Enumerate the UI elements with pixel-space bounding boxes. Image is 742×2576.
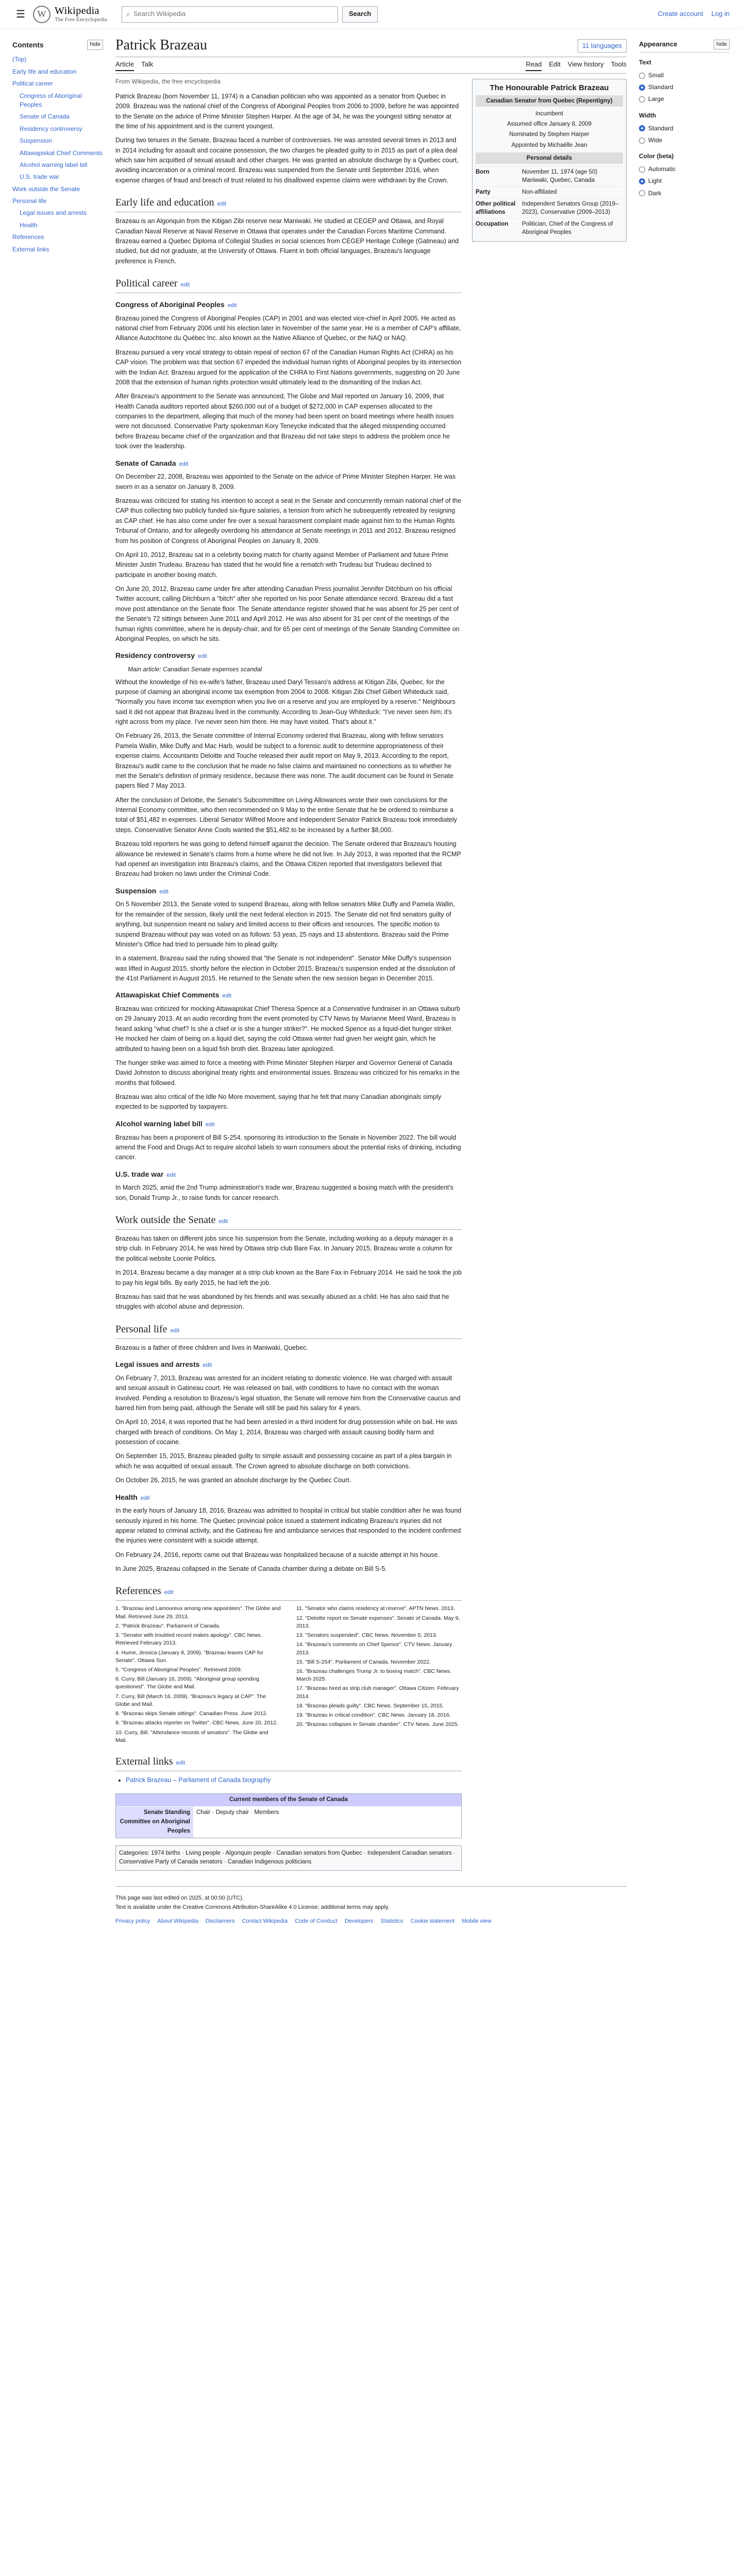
heading-senate: Senate of Canada edit [115, 459, 189, 467]
toc-link[interactable]: Attawapiskat Chief Comments [20, 149, 103, 157]
toc-item[interactable] [12, 66, 103, 78]
toc-link[interactable]: Legal issues and arrests [20, 209, 87, 217]
paragraph: After Brazeau's appointment to the Senate was announced, The Globe and Mail reported on January 16, 2009, that Health Canada auditors reported about $260,000 out of a budget of $272,000 in CAP expenses allocated to the companies to the department, alleging that much of the money had been spent on board meetings where health issues were not discussed. Conservative Party spokesman Kory Teneycke indicated that the alleged misspending occurred before Brazeau became chief of the organization and that Brazeau did not take steps to address the problem once he took over the leadership. [115, 393, 454, 450]
heading-personal-life: Personal life edit [115, 1321, 462, 1339]
paragraph: Without the knowledge of his ex-wife's father, Brazeau used Daryl Tessaro's address at Kitigan Zibi, Quebec, for the purpose of claiming an aboriginal income tax exemption from 2004 to 2008. Kitigan Zibi Chief Gilbert Whiteduck said, "Normally you have income tax exemption when you live on a reserve and you are employed by a reserve." Neighbours said it did not appear that Brazeau lived in the community. According to Jean-Guy Whiteduck: "I've never seen him; it's right across from my place. I've never seen him there. He may have visited. That's about it." [115, 678, 456, 726]
tab-tools[interactable]: Tools [611, 60, 627, 69]
toc-link[interactable]: Suspension [20, 137, 52, 145]
toc-link[interactable]: Congress of Aboriginal Peoples [20, 92, 82, 108]
infobox-assumed: Assumed office January 8, 2009 [507, 121, 592, 128]
paragraph: In the early hours of January 18, 2016, Brazeau was admitted to hospital in critical but stable condition after he was found seriously injured in his home. The Quebec provincial police issued a statement indicating Brazeau's injuries did not appear related to criminal activity, and the Gatineau fire and ambulance services that responded to the incident confirmed the injuries were consistent with a suicide attempt. [115, 1507, 462, 1545]
infobox-row [476, 186, 623, 198]
paragraph: On February 7, 2013, Brazeau was arrested for an incident relating to domestic violence. He was charged with assault and sexual assault in Gatineau court. He was released on bail, with conditions to have no contact with the woman involved. Pending a resolution to Brazeau's legal situation, the Senate will remove him from the Conservative caucus and barred him from being paid, although the Senate will still be paid his salary for 4 years. [115, 1374, 461, 1412]
footer-link[interactable]: Mobile view [462, 1918, 492, 1925]
paragraph: On April 10, 2014, it was reported that he had been arrested in a third incident for drug possession while on bail. He was charged with breach of conditions. On May 1, 2014, Brazeau was charged with assault causing bodily harm and possession of cocaine. [115, 1418, 458, 1446]
reference-item: 1. "Brazeau and Lamoureux among new appointees". The Globe and Mail. Retrieved June 29, 2013. [115, 1605, 281, 1620]
paragraph: On September 15, 2015, Brazeau pleaded guilty to simple assault and possessing cocaine as part of a plea bargain in which he was acquitted of sexual assault. The Crown agreed to absolute discharge on both convictions. [115, 1452, 452, 1470]
toc-link[interactable]: Health [20, 221, 38, 229]
paragraph: On April 10, 2012, Brazeau sat in a celebrity boxing match for charity against Member of Parliament and future Prime Minister Justin Trudeau. Brazeau has stated that he would fine a rematch with Trudeau but Trudeau declined to participate in another boxing match. [115, 551, 449, 579]
infobox-value: Non-affiliated [522, 189, 557, 195]
navbox-row [116, 1806, 461, 1837]
reference-item: 13. "Senators suspended". CBC News. November 5, 2013. [296, 1632, 437, 1639]
paragraph: After the conclusion of Deloitte, the Senate's Subcommittee on Living Allowances wrote their own conclusions for the Internal Economy committee, who then recommended on 9 May to the entire Senate that he be ordered to reimburse a total of $51,482 in expenses. Liberal Senator Wilfred Moore and Independent Senator Patrick Brazeau took immediately steps. Conservative Senator Anne Cools wanted the $51,482 to be increased by a further $8,000. [115, 796, 457, 834]
license-text: Text is available under the Creative Commons Attribution-ShareAlike 4.0 License; additional terms may apply. [115, 1904, 390, 1910]
page-title: Patrick Brazeau [115, 37, 208, 53]
tab-read[interactable]: Read [526, 59, 542, 71]
toc-item[interactable] [12, 111, 103, 123]
paragraph: In June 2025, Brazeau collapsed in the Senate of Canada chamber during a debate on Bill S-5. [115, 1565, 387, 1573]
toc-item[interactable] [12, 123, 103, 135]
wikipedia-logo[interactable] [33, 5, 107, 23]
toc-link[interactable]: Senate of Canada [20, 113, 70, 121]
radio-label: Dark [648, 189, 662, 197]
color-label: Color (beta) [639, 152, 674, 160]
infobox-office[interactable]: Canadian Senator from Quebec (Repentigny) [476, 95, 623, 107]
intro-paragraph: Patrick Brazeau (born November 11, 1974) is a Canadian politician who was appointed as a senator from Quebec in 2009. Brazeau was the national chief of the Congress of Aboriginal Peoples from 2006 to 2009, before he was appointed to the Senate on the advice of Prime Minister Stephen Harper. At the age of 34, he was the youngest sitting senator at the time of his appointment and is the current youngest. [115, 92, 459, 130]
text-size-option[interactable] [639, 70, 730, 81]
paragraph: On 5 November 2013, the Senate voted to suspend Brazeau, along with fellow senators Mike Duffy and Pamela Wallin, for the remainder of the session, likely until the next federal election in 2015. The Senate did not find senators guilty of anything, but suspension meant no salary and limited access to their offices and resources. The specific motion to suspend Brazeau without pay was voted on as follows: 53 yeas, 25 nays and 13 abstentions. Brazeau said the Prime Minister's Office had tried to persuade him to plead guilty. [115, 901, 455, 948]
toc-link[interactable]: U.S. trade war [20, 173, 59, 181]
reference-item: 20. "Brazeau collapses in Senate chamber". CTV News. June 2025. [296, 1721, 459, 1728]
paragraph: Brazeau joined the Congress of Aboriginal Peoples (CAP) in 2001 and was elected vice-chief in April 2005. He acted as national chief from February 2006 until his election later in November of the same year. He is a member of CAP's affiliate, Alliance Autochtone du Québec Inc. also known as the Native Alliance of Quebec, or the NAQ or NAQ. [115, 314, 461, 342]
toc-item[interactable] [12, 219, 103, 231]
navbox [115, 1793, 462, 1838]
infobox-key: Other political affiliations [476, 201, 516, 216]
infobox-key: Occupation [476, 221, 509, 228]
site-header [0, 0, 742, 29]
paragraph: Brazeau pursued a very vocal strategy to obtain repeal of section 67 of the Canadian Human Rights Act (CHRA) as his CAP vision. The problem was that section 67 impeded the individual human rights of Aboriginal peoples by its intersection with the Indian Act. Brazeau argued for the application of the CHRA to First Nations governments, suggesting on 20 June 2008 that the extension of human rights protection would ultimately lead to the dismantling of the Indian Act. [115, 348, 462, 386]
radio-label: Wide [648, 136, 663, 144]
infobox-row [476, 166, 623, 186]
text-size-option[interactable] [639, 93, 730, 105]
tab-talk[interactable]: Talk [141, 60, 154, 69]
footer-link[interactable]: Cookie statement [410, 1918, 455, 1925]
footer-link[interactable]: Statistics [380, 1918, 403, 1925]
toc-link[interactable]: (Top) [12, 56, 27, 63]
reference-item: 9. "Brazeau attacks reporter on Twitter". CBC News. June 20, 2012. [115, 1720, 278, 1726]
infobox [472, 79, 627, 242]
paragraph: On June 20, 2012, Brazeau came under fire after attending Canadian Press journalist Jennifer Ditchburn on his official Twitter account, calling Ditchburn a "bitch" after she reported on his poor Senate attendance record. Brazeau did a fast move post attendance on the Senate floor. The Senate attendance register showed that he was absent for 25 per cent of the Senate's 72 sittings between June 2011 and April 2012. He was also absent for 31 per cent of the meetings of the human rights committee, where he is deputy-chair, and for 65 per cent of meetings of the Senate Standing Committee on Aboriginal Peoples, on which he sits. [115, 585, 460, 642]
reference-item: 11. "Senator who claims residency at reserve". APTN News. 2013. [296, 1605, 455, 1612]
toc-link[interactable]: Personal life [12, 197, 47, 205]
infobox-name: The Honourable Patrick Brazeau [490, 83, 609, 93]
footer-link[interactable]: Disclaimers [205, 1918, 235, 1925]
paragraph: In 2014, Brazeau became a day manager at a strip club known as the Bare Fax in February 2014. He said he took the job to pay his legal bills. By early 2015, he had left the job. [115, 1269, 462, 1286]
paragraph: Brazeau has been a proponent of Bill S-254, sponsoring its introduction to the Senate in November 2022. The bill would amend the Food and Drugs Act to require alcohol labels to warn consumers about the potential risks of drinking, including cancer. [115, 1133, 461, 1161]
heading-attawapiskat: Attawapiskat Chief Comments edit [115, 991, 232, 999]
reference-item: 17. "Brazeau hired as strip club manager". Ottawa Citizen. February 2014. [296, 1685, 459, 1700]
reference-item: 3. "Senator with troubled record makes apology". CBC News. Retrieved February 2013. [115, 1632, 262, 1647]
width-option[interactable] [639, 134, 730, 146]
language-button[interactable]: 11 languages [578, 39, 627, 53]
toc-link[interactable]: References [12, 233, 44, 241]
search-input[interactable]: ⌕ Search Wikipedia [122, 6, 338, 23]
paragraph: Brazeau has taken on different jobs since his suspension from the Senate, including working as a deputy manager in a strip club. In February 2014, he was hired by Ottawa strip club Bare Fax. In January 2015, Brazeau wrote a column for the political website Loonie Politics. [115, 1235, 453, 1262]
paragraph: On February 26, 2013, the Senate committee of Internal Economy ordered that Brazeau, along with fellow senators Pamela Wallin, Mike Duffy and Mac Harb, would be subject to a forensic audit to determine appropriateness of their expense claims. Accountants Deloitte and Touche released their audit report on May 9, 2013. According to the report, Brazeau's audit came to the conclusion that he made no false claims and maintained no connections as to whether he met the Senate's definition of primary residence, because there was none. The audit document can be found in Senate papers filed 7 May 2013. [115, 732, 454, 790]
navbox-list[interactable]: Chair · Deputy chair · Members [196, 1809, 279, 1816]
navbox-group[interactable]: Senate Standing Committee on Aboriginal Peoples [116, 1807, 193, 1837]
reference-item: 14. "Brazeau's comments on Chief Spence". CTV News. January 2013. [296, 1641, 452, 1656]
footer-link[interactable]: About Wikipedia [157, 1918, 198, 1925]
reference-item: 18. "Brazeau pleads guilty". CBC News. September 15, 2015. [296, 1702, 444, 1709]
radio-label: Large [648, 95, 664, 103]
paragraph: Brazeau told reporters he was going to defend himself against the decision. The Senate ordered that Brazeau's housing allowance be reviewed in Senate's claims from a home where he did not live. In July 2013, it was reported that the RCMP had opened an investigation into Brazeau's claims, and the Ottawa Citizen reported that investigators believed that Brazeau had broken no laws under the Criminal Code. [115, 840, 461, 878]
heading-health: Health edit [115, 1493, 150, 1501]
paragraph: In a statement, Brazeau said the ruling showed that "the Senate is not independent". Senator Mike Duffy's suspension was lifted in August 2015, shortly before the election in October 2015. Brazeau's suspension ended at the dissolution of the 41st Parliament in August 2015. He returned to the Senate when the new session began in December 2015. [115, 955, 456, 982]
reference-item: 19. "Brazeau in critical condition". CBC News. January 18, 2016. [296, 1712, 451, 1719]
infobox-key: Party [476, 189, 491, 195]
toc-item[interactable] [12, 195, 103, 207]
external-link-anchor[interactable]: Patrick Brazeau – Parliament of Canada biography [126, 1776, 271, 1784]
main-menu-icon[interactable]: ☰ [16, 8, 25, 20]
search-button[interactable]: Search [342, 6, 378, 23]
paragraph: Brazeau is a father of three children and lives in Maniwaki, Quebec. [115, 1344, 308, 1351]
paragraph: On October 26, 2015, he was granted an absolute discharge by the Quebec Court. [115, 1477, 351, 1484]
search-icon: ⌕ [126, 10, 130, 19]
text-size-label: Text [639, 58, 651, 66]
navbox-title[interactable]: Current members of the Senate of Canada [116, 1794, 461, 1806]
radio-icon[interactable] [639, 73, 645, 79]
text-size-option[interactable] [639, 81, 730, 93]
article-body [115, 74, 462, 1871]
page-footer [115, 1886, 627, 1931]
reference-item: 6. Curry, Bill (January 16, 2009). "Aboriginal group spending questioned". The Globe and Mail. [115, 1676, 260, 1690]
reference-item: 2. "Patrick Brazeau". Parliament of Canada. [115, 1622, 221, 1629]
footer-link[interactable]: Developers [344, 1918, 374, 1925]
paragraph: Brazeau has said that he was abandoned by his friends and was sexually abused as a child. He has also said that he struggles with alcohol abuse and depression. [115, 1293, 449, 1311]
page-tabs [115, 57, 627, 74]
radio-icon[interactable] [639, 138, 645, 144]
toc-item[interactable] [12, 231, 103, 243]
infobox-personal: Personal details [476, 152, 623, 164]
color-option[interactable] [639, 175, 730, 187]
category-links[interactable]: Categories: 1974 births · Living people · Algonquin people · Canadian senators from Quebec · Independent Canadian senators · Conservative Party of Canada senators · Canadian Indigenous politicians [115, 1845, 462, 1871]
toc-link[interactable]: Alcohol warning label bill [20, 161, 88, 168]
reference-item: 7. Curry, Bill (March 16, 2009). "Brazeau's legacy at CAP". The Globe and Mail. [115, 1693, 266, 1707]
heading-external-links: External links edit [115, 1754, 462, 1771]
infobox-nominated: Nominated by Stephen Harper [509, 131, 589, 138]
paragraph: On February 24, 2016, reports came out that Brazeau was hospitalized because of a suicide attempt in his house. [115, 1551, 440, 1558]
heading-alcohol: Alcohol warning label bill edit [115, 1119, 215, 1128]
radio-icon[interactable] [639, 96, 645, 103]
toc-item[interactable] [12, 244, 103, 256]
radio-label: Light [648, 177, 662, 185]
radio-label: Standard [648, 124, 673, 132]
infobox-key: Born [476, 168, 490, 175]
reference-list [115, 1605, 462, 1744]
site-subtitle: From Wikipedia, the free encyclopedia [115, 78, 221, 86]
reference-item: 16. "Brazeau challenges Trump Jr. to boxing match". CBC News. March 2025. [296, 1668, 452, 1683]
personal-tools [657, 9, 730, 20]
footer-link[interactable]: Code of Conduct [295, 1918, 338, 1925]
header-link[interactable]: Create account [657, 10, 703, 18]
heading-early-life: Early life and education edit [115, 195, 462, 212]
paragraph: In March 2025, amid the 2nd Trump administration's trade war, Brazeau suggested a boxing match with the president's son, Donald Trump Jr., to raise funds for cancer research. [115, 1184, 453, 1201]
paragraph: The hunger strike was aimed to force a meeting with Prime Minister Stephen Harper and Governor General of Canada David Johnston to discuss aboriginal treaty rights and environmental issues. Brazeau was criticized for his remarks in the months that followed. [115, 1059, 460, 1087]
tab-view-history[interactable]: View history [567, 60, 604, 69]
color-option[interactable] [639, 188, 730, 199]
radio-label: Standard [648, 83, 673, 91]
appearance-panel [639, 29, 730, 1931]
reference-item: 15. "Bill S-254". Parliament of Canada. November 2022. [296, 1658, 431, 1665]
reference-item: 4. Hume, Jessica (January 8, 2009). "Brazeau leaves CAP for Senate". Ottawa Sun. [115, 1649, 264, 1664]
heading-trade: U.S. trade war edit [115, 1170, 176, 1178]
toc-link[interactable]: Residency controversy [20, 125, 82, 132]
intro-paragraph: During two tenures in the Senate, Brazeau faced a number of controversies. He was arrested several times in 2013 and in 2014 including for assault and cocaine possession, the two charges he pleaded guilty to in 2015 as part of a plea deal which saw him acquitted of sexual assault and other charges. He was granted an absolute discharge by a Quebec court, avoiding incarceration or a criminal record. Brazeau was suspended from the Senate until September 2016, when expense charges of fraud and breach of trust related to his disallowed expense claims were withdrawn by the Crown. [115, 137, 459, 184]
appearance-title: Appearance [639, 40, 678, 48]
heading-political-career: Political career edit [115, 276, 462, 293]
main-content [103, 29, 639, 1931]
tab-article[interactable]: Article [115, 59, 134, 71]
infobox-value: November 11, 1974 (age 50) Maniwaki, Quebec, Canada [522, 168, 598, 183]
table-of-contents [12, 29, 103, 1931]
hatnote[interactable]: Main article: Canadian Senate expenses scandal [128, 665, 262, 673]
infobox-appointed: Appointed by Michaëlle Jean [511, 142, 587, 148]
infobox-incumbent: Incumbent [535, 111, 563, 117]
reference-item: 10. Curry, Bill. "Attendance records of senators". The Globe and Mail. [115, 1729, 268, 1743]
toc-item[interactable] [12, 54, 103, 65]
infobox-value: Politician, Chief of the Congress of Aboriginal Peoples [522, 221, 613, 236]
toc-title: Contents [12, 41, 44, 49]
heading-residency: Residency controversy edit [115, 651, 207, 660]
heading-suspension: Suspension edit [115, 886, 169, 895]
paragraph: Brazeau was criticized for mocking Attawapiskat Chief Theresa Spence at a Conservative fundraiser in an Ottawa suburb on 29 January 2013. At an audio recording from the event promoted by CTV News by Marianne Meed Ward, Brazeau is heard asking "what chief? Is she a chief or is she a hunger striker?". He mocked Spence as a liquid-diet hunger striker. He mocked her claim of being on a liquid diet, saying the cold Ottawa winter had given her weight gain, which he attributed to having been on a liquid fish broth diet. Brazeau later apologized. [115, 1005, 460, 1053]
reference-item: 8. "Brazeau skips Senate sittings". Canadian Press. June 2012. [115, 1710, 268, 1717]
paragraph: Brazeau is an Algonquin from the Kitigan Zibi reserve near Maniwaki. He studied at CEGEP and Ottawa, and Royal Canadian Naval Reserve at Naval Reserve in Ottawa that operates under the Canadian Forces Maritime Command. Brazeau earned a Quebec Diploma of Collegial Studies in social sciences from CEGEP Heritage College (Gatineau) and studied, but did not graduate, at the University of Ottawa. Fluent in both official languages, Brazeau's language preference is French. [115, 217, 459, 265]
toc-item[interactable] [12, 207, 103, 219]
last-edited: This page was last edited on 2025, at 00:00 (UTC). [115, 1895, 244, 1902]
toc-item[interactable] [12, 135, 103, 147]
tab-edit[interactable]: Edit [549, 60, 561, 69]
toc-item[interactable] [12, 90, 103, 111]
reference-item: 12. "Deloitte report on Senate expenses". Senate of Canada. May 9, 2013. [296, 1615, 460, 1629]
paragraph: On December 22, 2008, Brazeau was appointed to the Senate on the advice of Prime Minister Stephen Harper. He was sworn in as a senator on January 8, 2009. [115, 473, 456, 490]
tagline: The Free Encyclopedia [55, 16, 108, 23]
external-link[interactable] [126, 1775, 462, 1785]
toc-link[interactable]: External links [12, 245, 49, 253]
heading-congress: Congress of Aboriginal Peoples edit [115, 300, 237, 309]
heading-references: References edit [115, 1583, 462, 1601]
radio-icon[interactable] [639, 166, 645, 173]
wordmark: Wikipedia [55, 5, 99, 17]
toc-link[interactable]: Early life and education [12, 67, 77, 75]
toc-item[interactable] [12, 183, 103, 195]
radio-icon[interactable] [639, 84, 645, 91]
radio-label: Small [648, 71, 664, 79]
heading-work-outside: Work outside the Senate edit [115, 1212, 462, 1230]
toc-link[interactable]: Political career [12, 80, 53, 88]
infobox-value: Independent Senators Group (2019–2023), Conservative (2009–2013) [522, 201, 619, 216]
reference-item: 5. "Congress of Aboriginal Peoples". Retrieved 2009. [115, 1666, 242, 1673]
radio-icon[interactable] [639, 178, 645, 184]
toc-hide-button[interactable]: hide [87, 40, 103, 50]
radio-label: Automatic [648, 165, 676, 173]
footer-link[interactable]: Contact Wikipedia [242, 1918, 288, 1925]
paragraph: Brazeau was also critical of the Idle No More movement, saying that he felt that many Canadian aboriginals simply expected to be supported by taxpayers. [115, 1093, 442, 1111]
width-label: Width [639, 111, 656, 119]
paragraph: Brazeau was criticized for stating his intention to accept a seat in the Senate and concurrently remain national chief of the CAP thus collecting two publicly funded six-figure salaries, a tension from which he subsequently retreated by resigning as CAP chief. He has also come under fire over a sexual harassment complaint made against him to the Human Rights Tribunal of Ontario, and for allegedly overdoing his attendance at Senate meetings in 2011 and 2012. Brazeau resigned from his position of Congress of Aboriginal Peoples on January 8, 2009. [115, 497, 462, 545]
toc-item[interactable] [12, 159, 103, 171]
toc-item[interactable] [12, 147, 103, 159]
header-link[interactable]: Log in [711, 10, 730, 18]
globe-icon: W [33, 6, 50, 23]
toc-link[interactable]: Work outside the Senate [12, 185, 80, 193]
infobox-row [476, 218, 623, 238]
heading-legal: Legal issues and arrests edit [115, 1360, 212, 1369]
footer-link[interactable]: Privacy policy [115, 1918, 150, 1925]
color-option[interactable] [639, 163, 730, 175]
radio-icon[interactable] [639, 190, 645, 196]
toc-item[interactable] [12, 171, 103, 183]
toc-item[interactable] [12, 78, 103, 90]
infobox-row [476, 198, 623, 218]
width-option[interactable] [639, 123, 730, 134]
appearance-hide-button[interactable]: hide [714, 40, 730, 50]
radio-icon[interactable] [639, 125, 645, 131]
